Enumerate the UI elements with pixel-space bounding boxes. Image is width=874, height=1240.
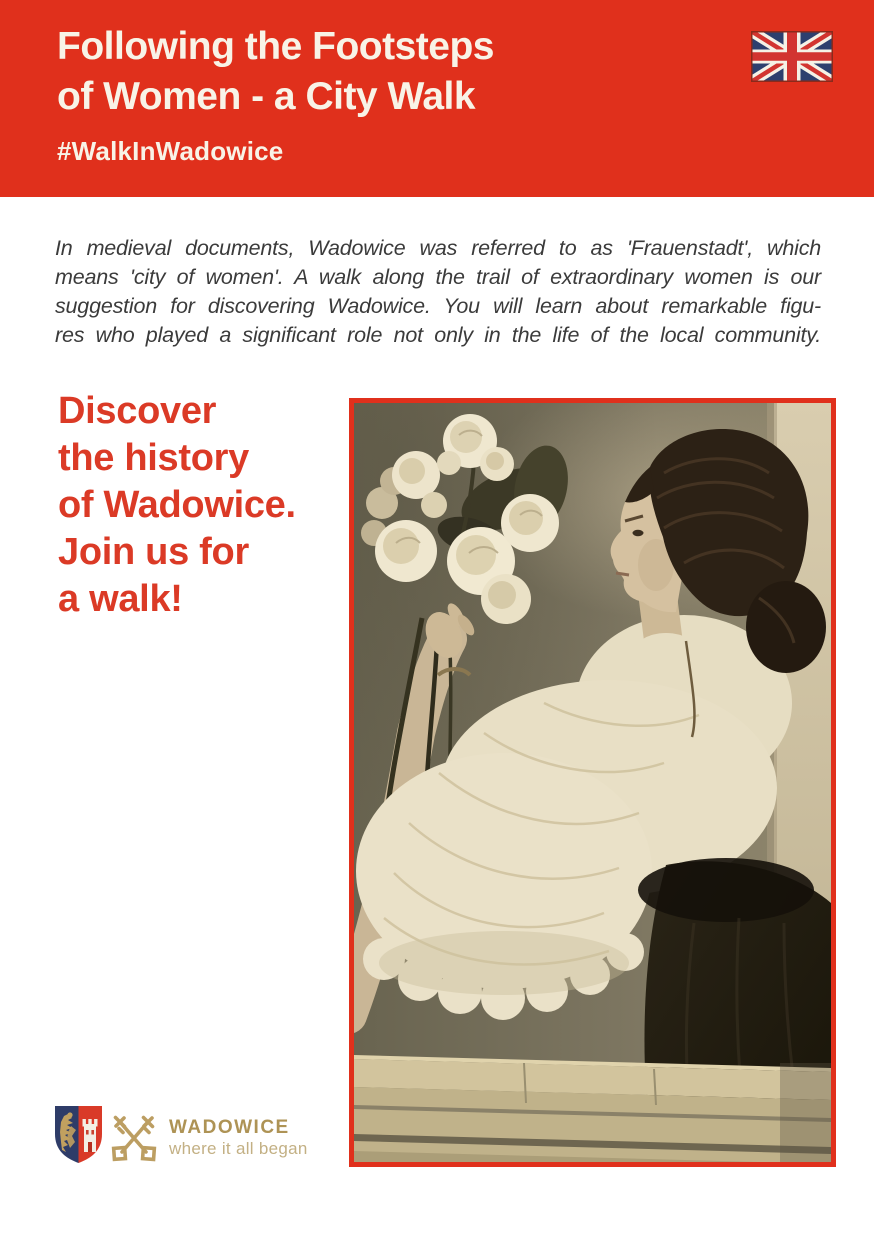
woman-with-roses-photo	[349, 398, 836, 1167]
hashtag: #WalkInWadowice	[57, 136, 284, 166]
page-title-line1: Following the Footsteps	[57, 25, 494, 68]
header-banner	[0, 0, 874, 197]
logo-text	[169, 1118, 308, 1158]
footer-logo	[55, 1106, 308, 1163]
cta-heading	[58, 388, 296, 623]
intro-line: In medieval documents, Wadowice was referred to as 'Frauenstadt', which	[55, 236, 821, 260]
crossed-keys-icon	[110, 1112, 158, 1162]
logo-tagline: where it all began	[169, 1138, 308, 1158]
intro-line: means 'city of women'. A walk along the trail of extraordinary women is our	[55, 265, 821, 289]
page-title	[57, 22, 494, 122]
cta-line: a walk!	[58, 578, 183, 620]
cta-line: of Wadowice.	[58, 484, 296, 526]
cta-line: the history	[58, 437, 249, 479]
cta-line: Join us for	[58, 531, 249, 573]
wadowice-crest-icon	[55, 1106, 102, 1163]
intro-line: suggestion for discovering Wadowice. You will learn about remarkable figu-	[55, 294, 821, 318]
page-title-line2: of Women - a City Walk	[57, 75, 476, 118]
logo-name: WADOWICE	[169, 1116, 290, 1138]
intro-line: res who played a significant role not only in the life of the local community.	[55, 323, 821, 347]
cta-line: Discover	[58, 390, 217, 432]
uk-flag-icon	[751, 31, 833, 82]
intro-paragraph	[55, 234, 821, 350]
